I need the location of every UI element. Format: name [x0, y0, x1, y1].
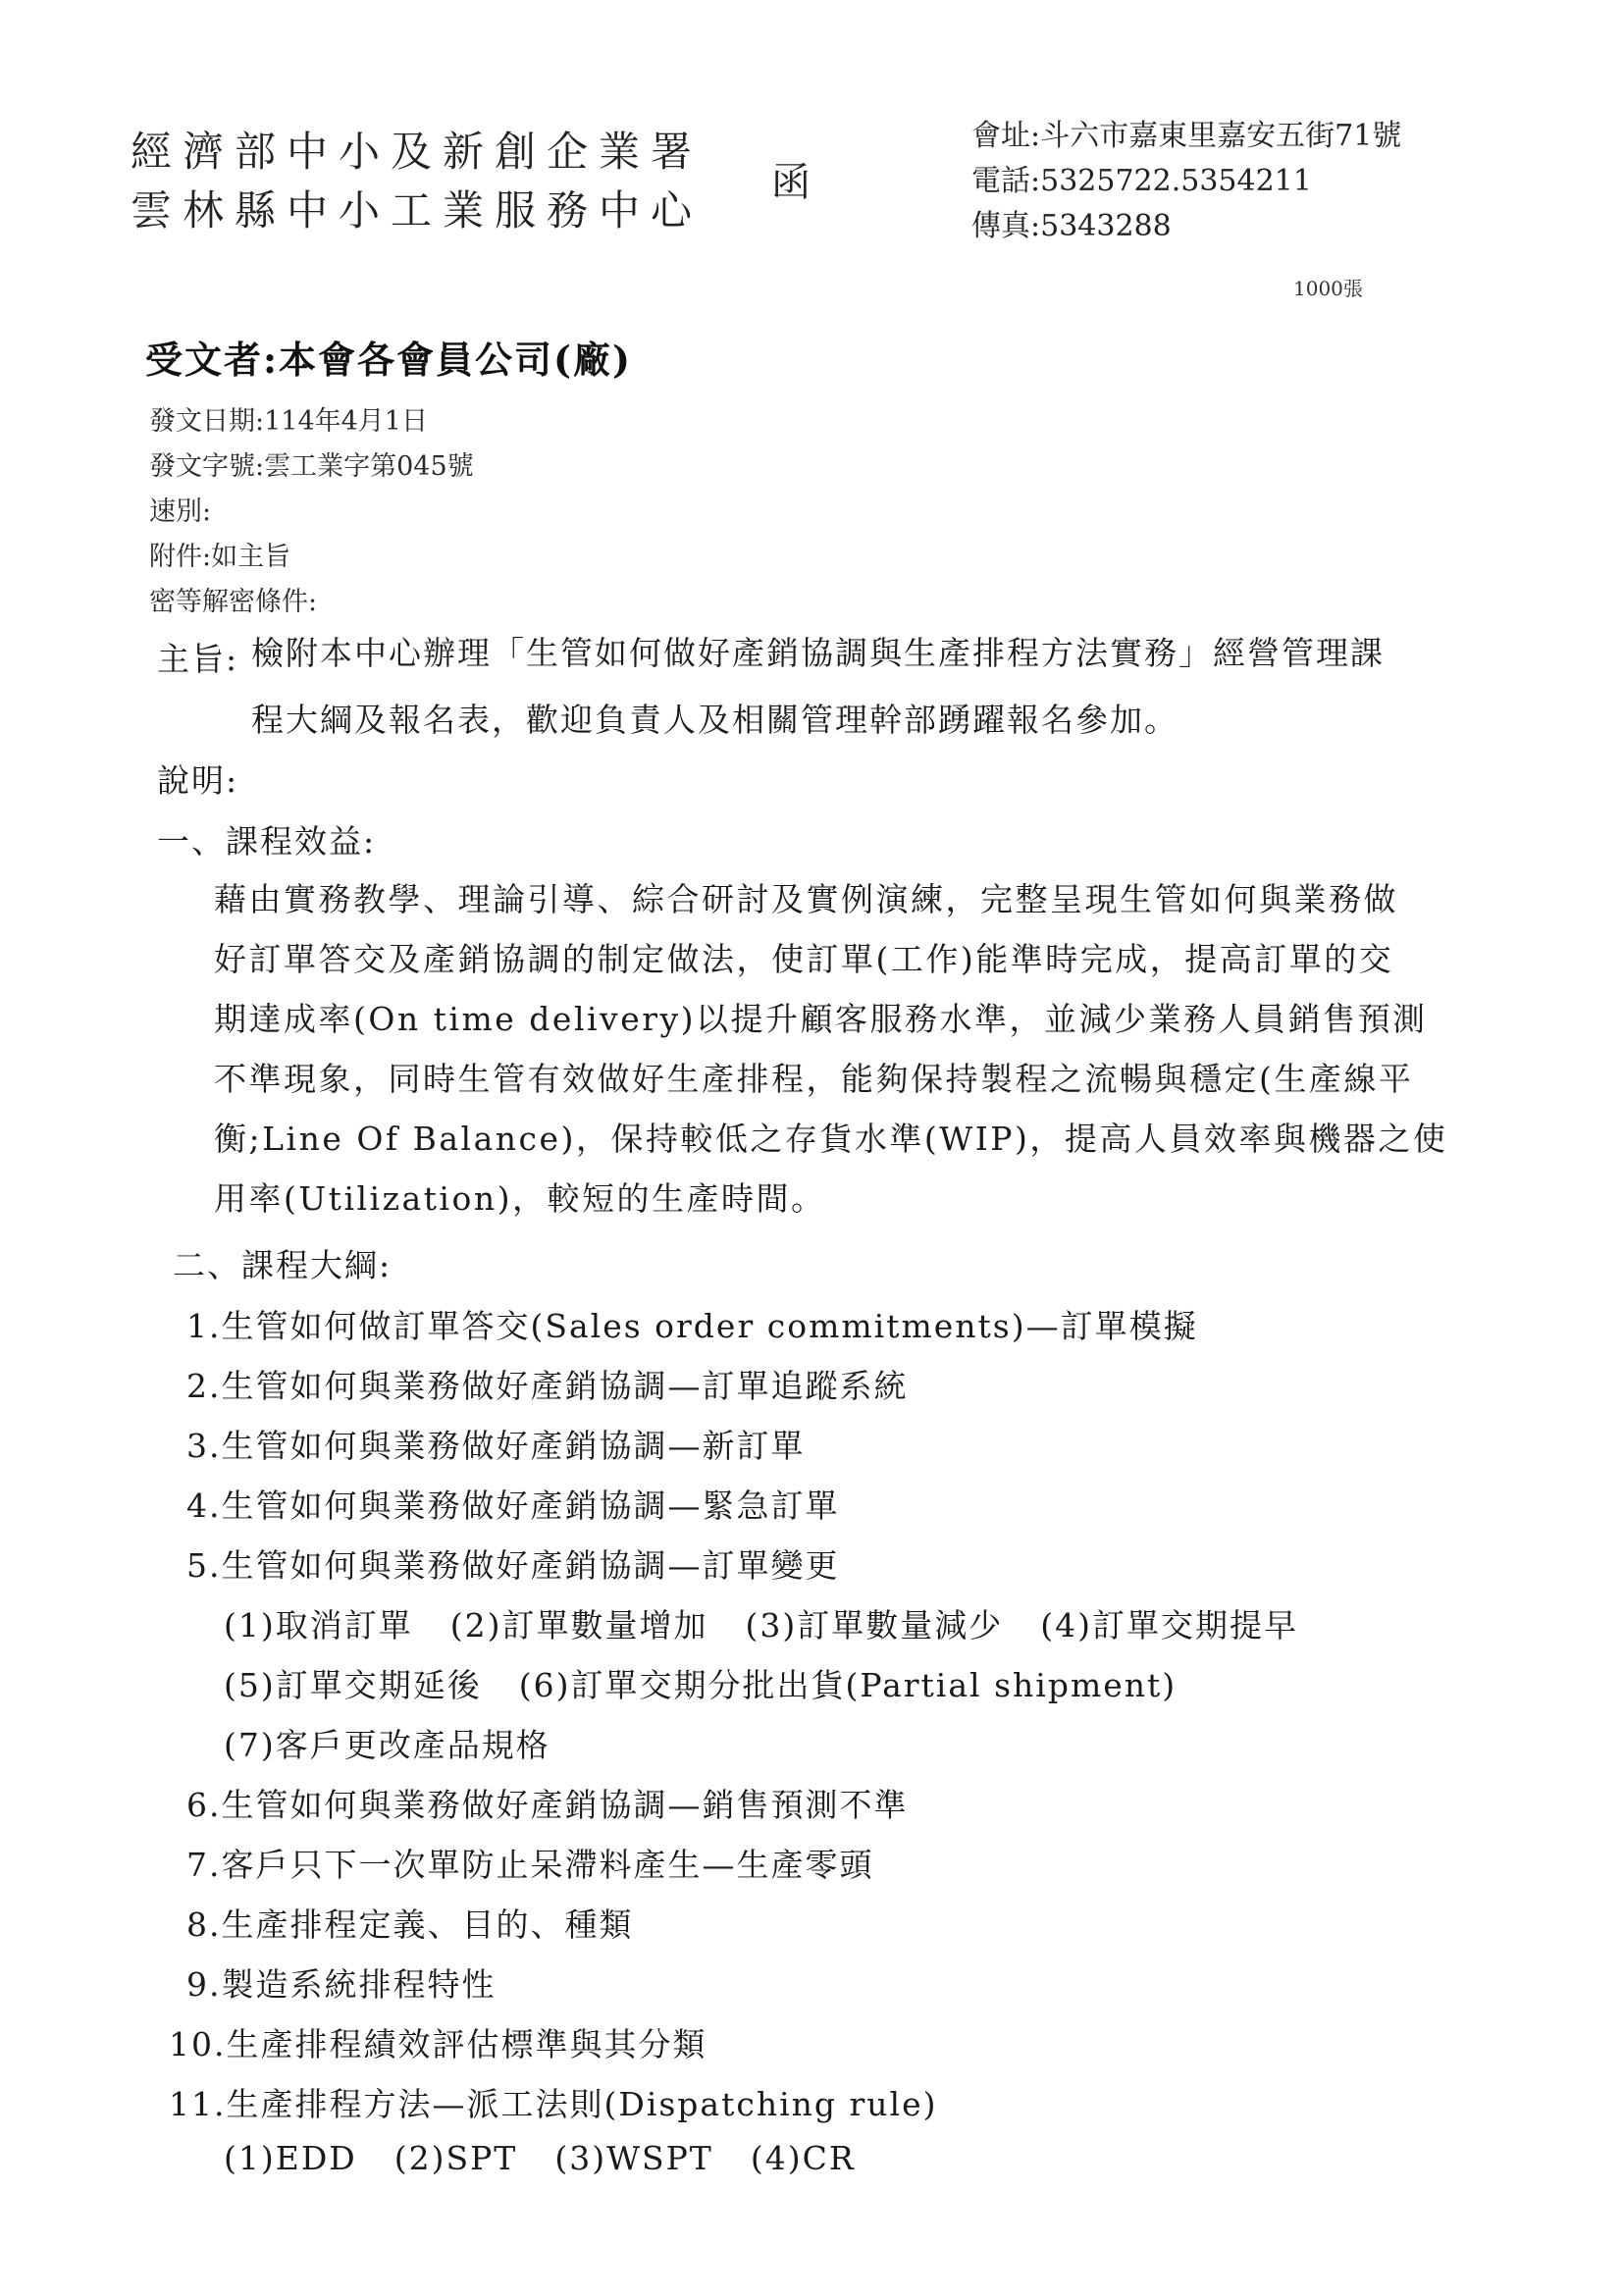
outline-item-number: 1. — [186, 1307, 222, 1345]
doc-number: 發文字號:雲工業字第045號 — [149, 451, 474, 482]
outline-item — [186, 1361, 909, 1407]
outline-item — [169, 2079, 938, 2125]
copies-count: 1000張 — [1293, 277, 1363, 300]
outline-item-text: 生產排程績效評估標準與其分類 — [226, 2025, 707, 2063]
outline-item — [186, 1301, 1198, 1347]
issue-date: 發文日期:114年4月1日 — [149, 406, 428, 437]
item11-subline — [224, 2139, 893, 2177]
outline-item-number: 5. — [186, 1546, 222, 1585]
org-name-line1: 經濟部中小及新創企業署 — [131, 128, 704, 176]
outline-item-text: 生管如何做訂單答交(Sales order commitments)—訂單模擬 — [221, 1307, 1198, 1345]
sub-option: (4)訂單交期提早 — [1040, 1606, 1298, 1644]
outline-item — [186, 1780, 909, 1826]
subject-line1: 檢附本中心辦理「生管如何做好產銷協調與生產排程方法實務」經營管理課 — [251, 634, 1385, 672]
sub-option: (3)訂單數量減少 — [745, 1606, 1004, 1644]
outline-item-text: 生管如何與業務做好產銷協調—銷售預測不準 — [221, 1786, 909, 1824]
sub-option: (1)取消訂單 — [224, 1606, 413, 1644]
subject-line2: 程大綱及報名表，歡迎負責人及相關管理幹部踴躍報名參加。 — [251, 701, 1178, 739]
outline-item-number: 6. — [186, 1786, 222, 1824]
benefit-line: 不準現象，同時生管有效做好生產排程，能夠保持製程之流暢與穩定(生產線平 — [214, 1060, 1414, 1098]
sub-option: (3)WSPT — [554, 2139, 713, 2177]
security-level: 密等解密條件: — [149, 587, 318, 617]
item5-subline-3 — [224, 1720, 588, 1766]
sub-option: (2)訂單數量增加 — [449, 1606, 708, 1644]
outline-item-number: 8. — [186, 1905, 222, 1944]
outline-item-text: 製造系統排程特性 — [221, 1965, 497, 2004]
recipient: 受文者:本會各會員公司(廠) — [145, 338, 632, 382]
subject-label: 主旨: — [157, 640, 239, 678]
outline-item-text: 生產排程方法—派工法則(Dispatching rule) — [226, 2085, 938, 2123]
outline-item-number: 11. — [169, 2085, 227, 2123]
document-type: 函 — [771, 160, 811, 205]
benefit-line: 藉由實務教學、理論引導、綜合研討及實例演練，完整呈現生管如何與業務做 — [214, 880, 1398, 918]
section2-heading: 二、課程大綱: — [173, 1246, 393, 1284]
benefit-line: 衡;Line Of Balance)，保持較低之存貨水準(WIP)，提高人員效率與機器之使 — [214, 1120, 1448, 1158]
sub-option: (1)EDD — [224, 2139, 357, 2177]
item5-subline-2 — [224, 1660, 1214, 1706]
outline-item — [186, 1421, 806, 1467]
outline-item-text: 生管如何與業務做好產銷協調—訂單變更 — [221, 1546, 840, 1585]
outline-item-number: 3. — [186, 1427, 222, 1465]
item5-subline-1 — [224, 1600, 1335, 1646]
sub-option: (2)SPT — [393, 2139, 518, 2177]
sub-option: (4)CR — [750, 2139, 856, 2177]
benefit-line: 期達成率(On time delivery)以提升顧客服務水準，並減少業務人員銷售預測 — [214, 1000, 1428, 1038]
phone: 電話:5325722.5354211 — [971, 164, 1312, 198]
outline-item-text: 生管如何與業務做好產銷協調—訂單追蹤系統 — [221, 1367, 909, 1405]
outline-item — [186, 1540, 840, 1587]
outline-item-number: 4. — [186, 1487, 222, 1525]
sub-option: (7)客戶更改產品規格 — [224, 1726, 550, 1764]
outline-item — [186, 1959, 497, 2006]
org-name-line2: 雲林縣中小工業服務中心 — [131, 186, 704, 235]
benefit-line: 好訂單答交及產銷協調的制定做法，使訂單(工作)能準時完成，提高訂單的交 — [214, 940, 1394, 978]
outline-item-text: 生產排程定義、目的、種類 — [221, 1905, 634, 1944]
explanation-label: 說明: — [157, 761, 239, 800]
section1-heading: 一、課程效益: — [157, 822, 377, 861]
outline-item-text: 生管如何與業務做好產銷協調—新訂單 — [221, 1427, 806, 1465]
outline-item-text: 生管如何與業務做好產銷協調—緊急訂單 — [221, 1487, 840, 1525]
fax: 傳真:5343288 — [971, 209, 1172, 243]
outline-item — [169, 2019, 707, 2065]
outline-item-number: 10. — [169, 2025, 227, 2063]
sub-option: (6)訂單交期分批出貨(Partial shipment) — [518, 1666, 1178, 1704]
outline-item-number: 9. — [186, 1965, 222, 2004]
outline-item — [186, 1900, 634, 1946]
outline-item — [186, 1481, 840, 1527]
attachment: 附件:如主旨 — [149, 542, 291, 572]
outline-item-number: 2. — [186, 1367, 222, 1405]
delivery-speed: 速別: — [149, 496, 212, 527]
outline-item-number: 7. — [186, 1846, 222, 1884]
benefit-line: 用率(Utilization)，較短的生產時間。 — [214, 1179, 826, 1218]
sub-option: (5)訂單交期延後 — [224, 1666, 482, 1704]
outline-item-text: 客戶只下一次單防止呆滯料產生—生產零頭 — [221, 1846, 874, 1884]
outline-item — [186, 1840, 874, 1886]
address: 會址:斗六市嘉東里嘉安五街71號 — [971, 119, 1402, 153]
